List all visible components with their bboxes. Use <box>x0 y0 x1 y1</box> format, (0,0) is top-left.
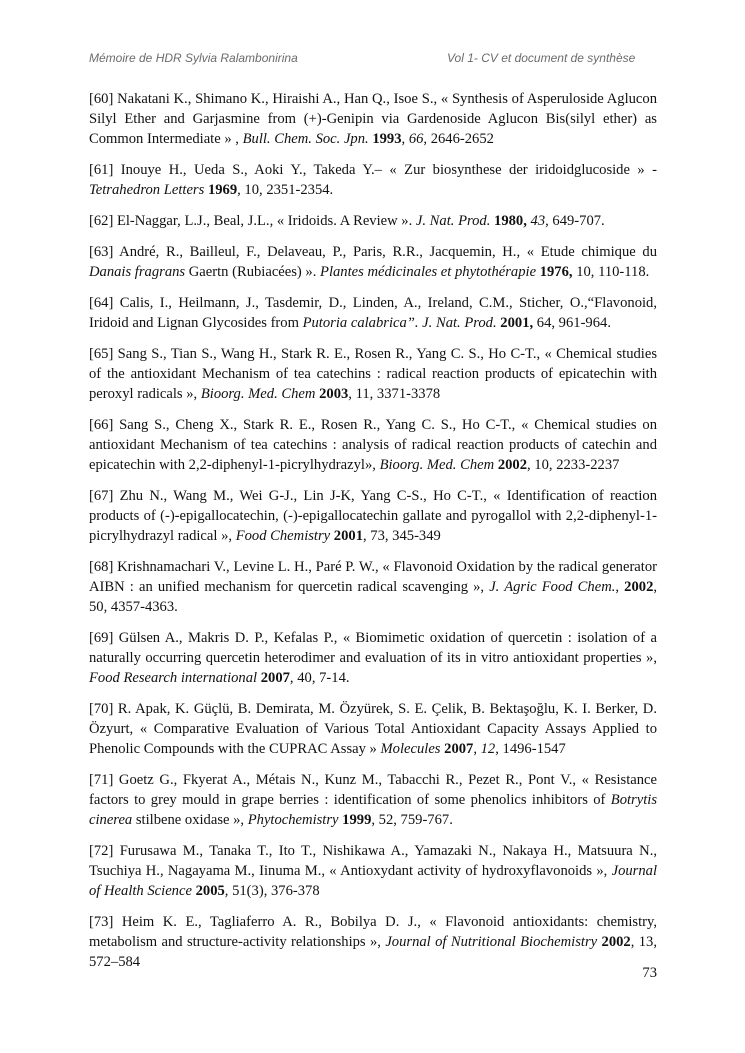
bold-text: 1976, <box>539 264 573 280</box>
bold-text: 1999 <box>342 812 372 828</box>
reference-text: , 73, 345-349 <box>362 528 441 544</box>
reference-text: , <box>401 131 409 147</box>
bold-text: 2002 <box>497 457 527 473</box>
italic-text: Botrytis cinerea <box>89 792 657 828</box>
italic-text: Food Chemistry <box>235 528 331 544</box>
italic-text: Plantes médicinales et phytothérapie <box>320 264 537 280</box>
reference-text: , 50, 4357-4363. <box>89 579 658 615</box>
bold-text: 1980, <box>494 213 527 229</box>
italic-text: Molecules <box>380 741 441 757</box>
reference-text: stilbene oxidase », <box>132 812 248 828</box>
reference-text: [73] Heim K. E., Tagliaferro A. R., Bobilya D. J., « Flavonoid antioxidants: chemistry, metabolism and structure-activity relationships », <box>89 914 657 950</box>
reference-text: , 11, 3371-3378 <box>348 386 441 402</box>
ref-70 <box>89 699 657 759</box>
bold-text: 2002 <box>601 934 631 950</box>
header-author: Mémoire de HDR Sylvia Ralambonirina <box>89 51 298 65</box>
page-header <box>89 51 657 67</box>
bold-text: 2007 <box>260 670 290 686</box>
bold-text: 2001 <box>333 528 363 544</box>
reference-text: , 649-707. <box>545 213 605 229</box>
italic-text: Bioorg. Med. Chem <box>200 386 316 402</box>
bold-text: 2003 <box>319 386 349 402</box>
reference-text: [71] Goetz G., Fkyerat A., Métais N., Kunz M., Tabacchi R., Pezet R., Pont V., « Resistance factors to grey mould in grape berries : identification of some phenolics inhibitors of <box>89 772 657 808</box>
reference-text: [61] Inouye H., Ueda S., Aoki Y., Takeda Y.– « Zur biosynthese der iridoidglucoside » - <box>89 162 657 178</box>
reference-text: , <box>615 579 625 595</box>
italic-text: 12 <box>480 741 496 757</box>
ref-67 <box>89 486 657 546</box>
ref-65 <box>89 344 657 404</box>
italic-text: 43 <box>530 213 546 229</box>
ref-66 <box>89 415 657 475</box>
reference-text: , 10, 2351-2354. <box>237 182 334 198</box>
header-volume: Vol 1- CV et document de synthèse <box>447 51 636 65</box>
reference-text: [60] Nakatani K., Shimano K., Hiraishi A., Han Q., Isoe S., « Synthesis of Asperuloside Aglucon Silyl Ether and Garjasmine from (+)-Genipin via Gardenoside Aglucon Bis(silyl ether) as Common Intermediate » , <box>89 91 657 147</box>
italic-text: Bioorg. Med. Chem <box>379 457 495 473</box>
italic-text: Journal of Health Science <box>89 863 657 899</box>
italic-text: Tetrahedron Letters <box>89 182 205 198</box>
reference-text: [67] Zhu N., Wang M., Wei G-J., Lin J-K, Yang C-S., Ho C-T., « Identification of reaction products of (-)-epigallocatechin, (-)-epigallocatechin gallate and pyrogallol with 2,2-diphenyl-1-picrylhydrazyl radical », <box>89 488 657 544</box>
reference-text: , 2646-2652 <box>423 131 494 147</box>
ref-63 <box>89 242 657 282</box>
reference-text: 10, 110-118. <box>572 264 650 280</box>
reference-text: , <box>473 741 481 757</box>
italic-text: Journal of Nutritional Biochemistry <box>385 934 598 950</box>
italic-text: Phytochemistry <box>247 812 339 828</box>
reference-text: [72] Furusawa M., Tanaka T., Ito T., Nishikawa A., Yamazaki N., Nakaya H., Matsuura N., Tsuchiya H., Nagayama M., Iinuma M., « Antioxydant activity of hydroxyflavonoids », <box>89 843 657 879</box>
reference-text: Gaertn (Rubiacées) ». <box>185 264 321 280</box>
reference-text: 64, 961-964. <box>533 315 611 331</box>
reference-text: , 13, 572–584 <box>89 934 657 970</box>
bold-text: 2007 <box>444 741 474 757</box>
page-number: 73 <box>642 965 657 981</box>
reference-text: [68] Krishnamachari V., Levine L. H., Paré P. W., « Flavonoid Oxidation by the radical generator AIBN : an unified mechanism for quercetin radical scavenging », <box>89 559 657 595</box>
bold-text: 1969 <box>207 182 238 198</box>
reference-text: , 1496-1547 <box>495 741 566 757</box>
reference-text: [65] Sang S., Tian S., Wang H., Stark R. E., Rosen R., Yang C. S., Ho C-T., « Chemical studies of the antioxidant Mechanism of tea catechins : radical reaction products of epicatechin with peroxyl radicals », <box>89 346 657 402</box>
italic-text: J. Agric Food Chem. <box>489 579 616 595</box>
bold-text: 1993 <box>372 131 402 147</box>
ref-62 <box>89 211 657 231</box>
italic-text: Food Research international <box>89 670 258 686</box>
ref-72 <box>89 841 657 901</box>
ref-69 <box>89 628 657 688</box>
reference-text: [66] Sang S., Cheng X., Stark R. E., Rosen R., Yang C. S., Ho C-T., « Chemical studies on antioxidant Mechanism of tea catechins : analysis of radical reaction products of catechin and epicatechin with 2,2-diphenyl-1-picrylhydrazyl», <box>89 417 657 473</box>
ref-60 <box>89 89 657 149</box>
reference-text: , 10, 2233-2237 <box>527 457 620 473</box>
reference-text: [69] Gülsen A., Makris D. P., Kefalas P., « Biomimetic oxidation of quercetin : isolation of a naturally occurring quercetin heterodimer and evaluation of its in vitro antioxidant properties », <box>89 630 657 666</box>
italic-text: Bull. Chem. Soc. Jpn. <box>242 131 369 147</box>
ref-61 <box>89 160 657 200</box>
reference-text: [62] El-Naggar, L.J., Beal, J.L., « Iridoids. A Review ». <box>89 213 416 229</box>
reference-text: [70] R. Apak, K. Güçlü, B. Demirata, M. Özyürek, S. E. Çelik, B. Bektaşoğlu, K. I. Berker, D. Özyurt, « Comparative Evaluation of Various Total Antioxidant Capacity Assays Applied to Phenolic Compounds with the CUPRAC Assay » <box>89 701 657 757</box>
reference-text: [63] André, R., Bailleul, F., Delaveau, P., Paris, R.R., Jacquemin, H., « Etude chimique du <box>89 244 657 260</box>
italic-text: J. Nat. Prod. <box>415 213 491 229</box>
italic-text: Danais fragrans <box>89 264 186 280</box>
ref-68 <box>89 557 657 617</box>
ref-73 <box>89 912 657 972</box>
bold-text: 2002 <box>624 579 654 595</box>
italic-text: 66 <box>408 131 424 147</box>
reference-text: [64] Calis, I., Heilmann, J., Tasdemir, D., Linden, A., Ireland, C.M., Sticher, O.,“Flavonoid, Iridoid and Lignan Glycosides from <box>89 295 657 331</box>
bold-text: 2001, <box>500 315 534 331</box>
ref-64 <box>89 293 657 333</box>
reference-text: , 52, 759-767. <box>371 812 453 828</box>
bold-text: 2005 <box>195 883 225 899</box>
reference-text: , 40, 7-14. <box>289 670 350 686</box>
italic-text: Putoria calabrica”. J. Nat. Prod. <box>302 315 497 331</box>
ref-71 <box>89 770 657 830</box>
reference-text: , 51(3), 376-378 <box>224 883 320 899</box>
reference-list <box>89 89 657 983</box>
